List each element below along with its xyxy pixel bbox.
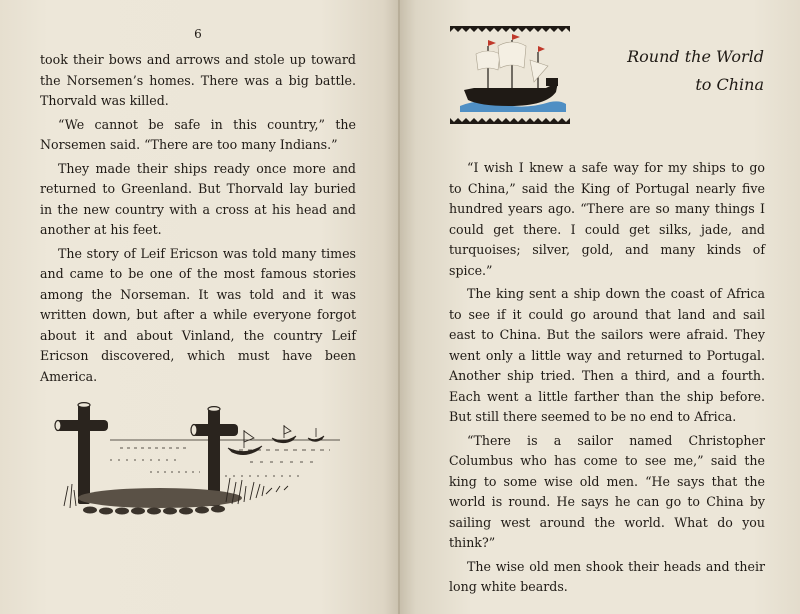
paragraph: The king sent a ship down the coast of Africa to see if it could go around that land and sail east to China. But the sailors were afraid. They went only a little way and returned to Portugal. Another ship tried. Then a third, and a fourth. Each went a little farther than the ship before. But still there seemed to be no end to Africa. [449, 286, 765, 424]
sailing-ship-illustration [450, 26, 570, 124]
paragraph: The wise old men shook their heads and their long white beards. [449, 558, 765, 594]
chapter-title-line: to China [695, 75, 764, 94]
chapter-title-line: Round the World [627, 47, 764, 66]
zigzag-border-top [450, 26, 570, 32]
right-page-text [449, 158, 765, 601]
paragraph: took their bows and arrows and stole up toward the Norsemen’s homes. There was a big battle. Thorvald was killed. [40, 52, 356, 108]
paragraph: They made their ships ready once more and returned to Greenland. But Thorvald lay buried in the new country with a cross at his head and another at his feet. [40, 160, 356, 237]
chapter-title [564, 43, 764, 99]
grave-stones [78, 488, 242, 515]
sea-lines [110, 440, 340, 476]
left-page-text [40, 50, 356, 390]
paragraph: “There is a sailor named Christopher Columbus who has come to see me,” said the king to some wise old men. “He says that the world is round. He says he can go to China by sailing west around the world. What do you think?” [449, 432, 765, 550]
left-cross [55, 403, 108, 504]
graves-illustration [50, 398, 350, 516]
ship-hull [464, 82, 558, 106]
page-number: 6 [194, 27, 202, 41]
right-page [400, 0, 800, 614]
paragraph: The story of Leif Ericson was told many times and came to be one of the most famous stories among the Norseman. It was told and it was written down, but after a while everyone forgot about it and about Vinland, the country Leif Ericson discovered, which must have been America. [40, 245, 356, 384]
paragraph: “I wish I knew a safe way for my ships to go to China,” said the King of Portugal nearly five hundred years ago. “There are so many things I could get there. I could get silks, jade, and turquoises; silver, gold, and many kinds of spice.” [449, 160, 765, 278]
paragraph: “We cannot be safe in this country,” the Norsemen said. “There are too many Indians.” [40, 116, 356, 152]
zigzag-border-bottom [450, 118, 570, 124]
